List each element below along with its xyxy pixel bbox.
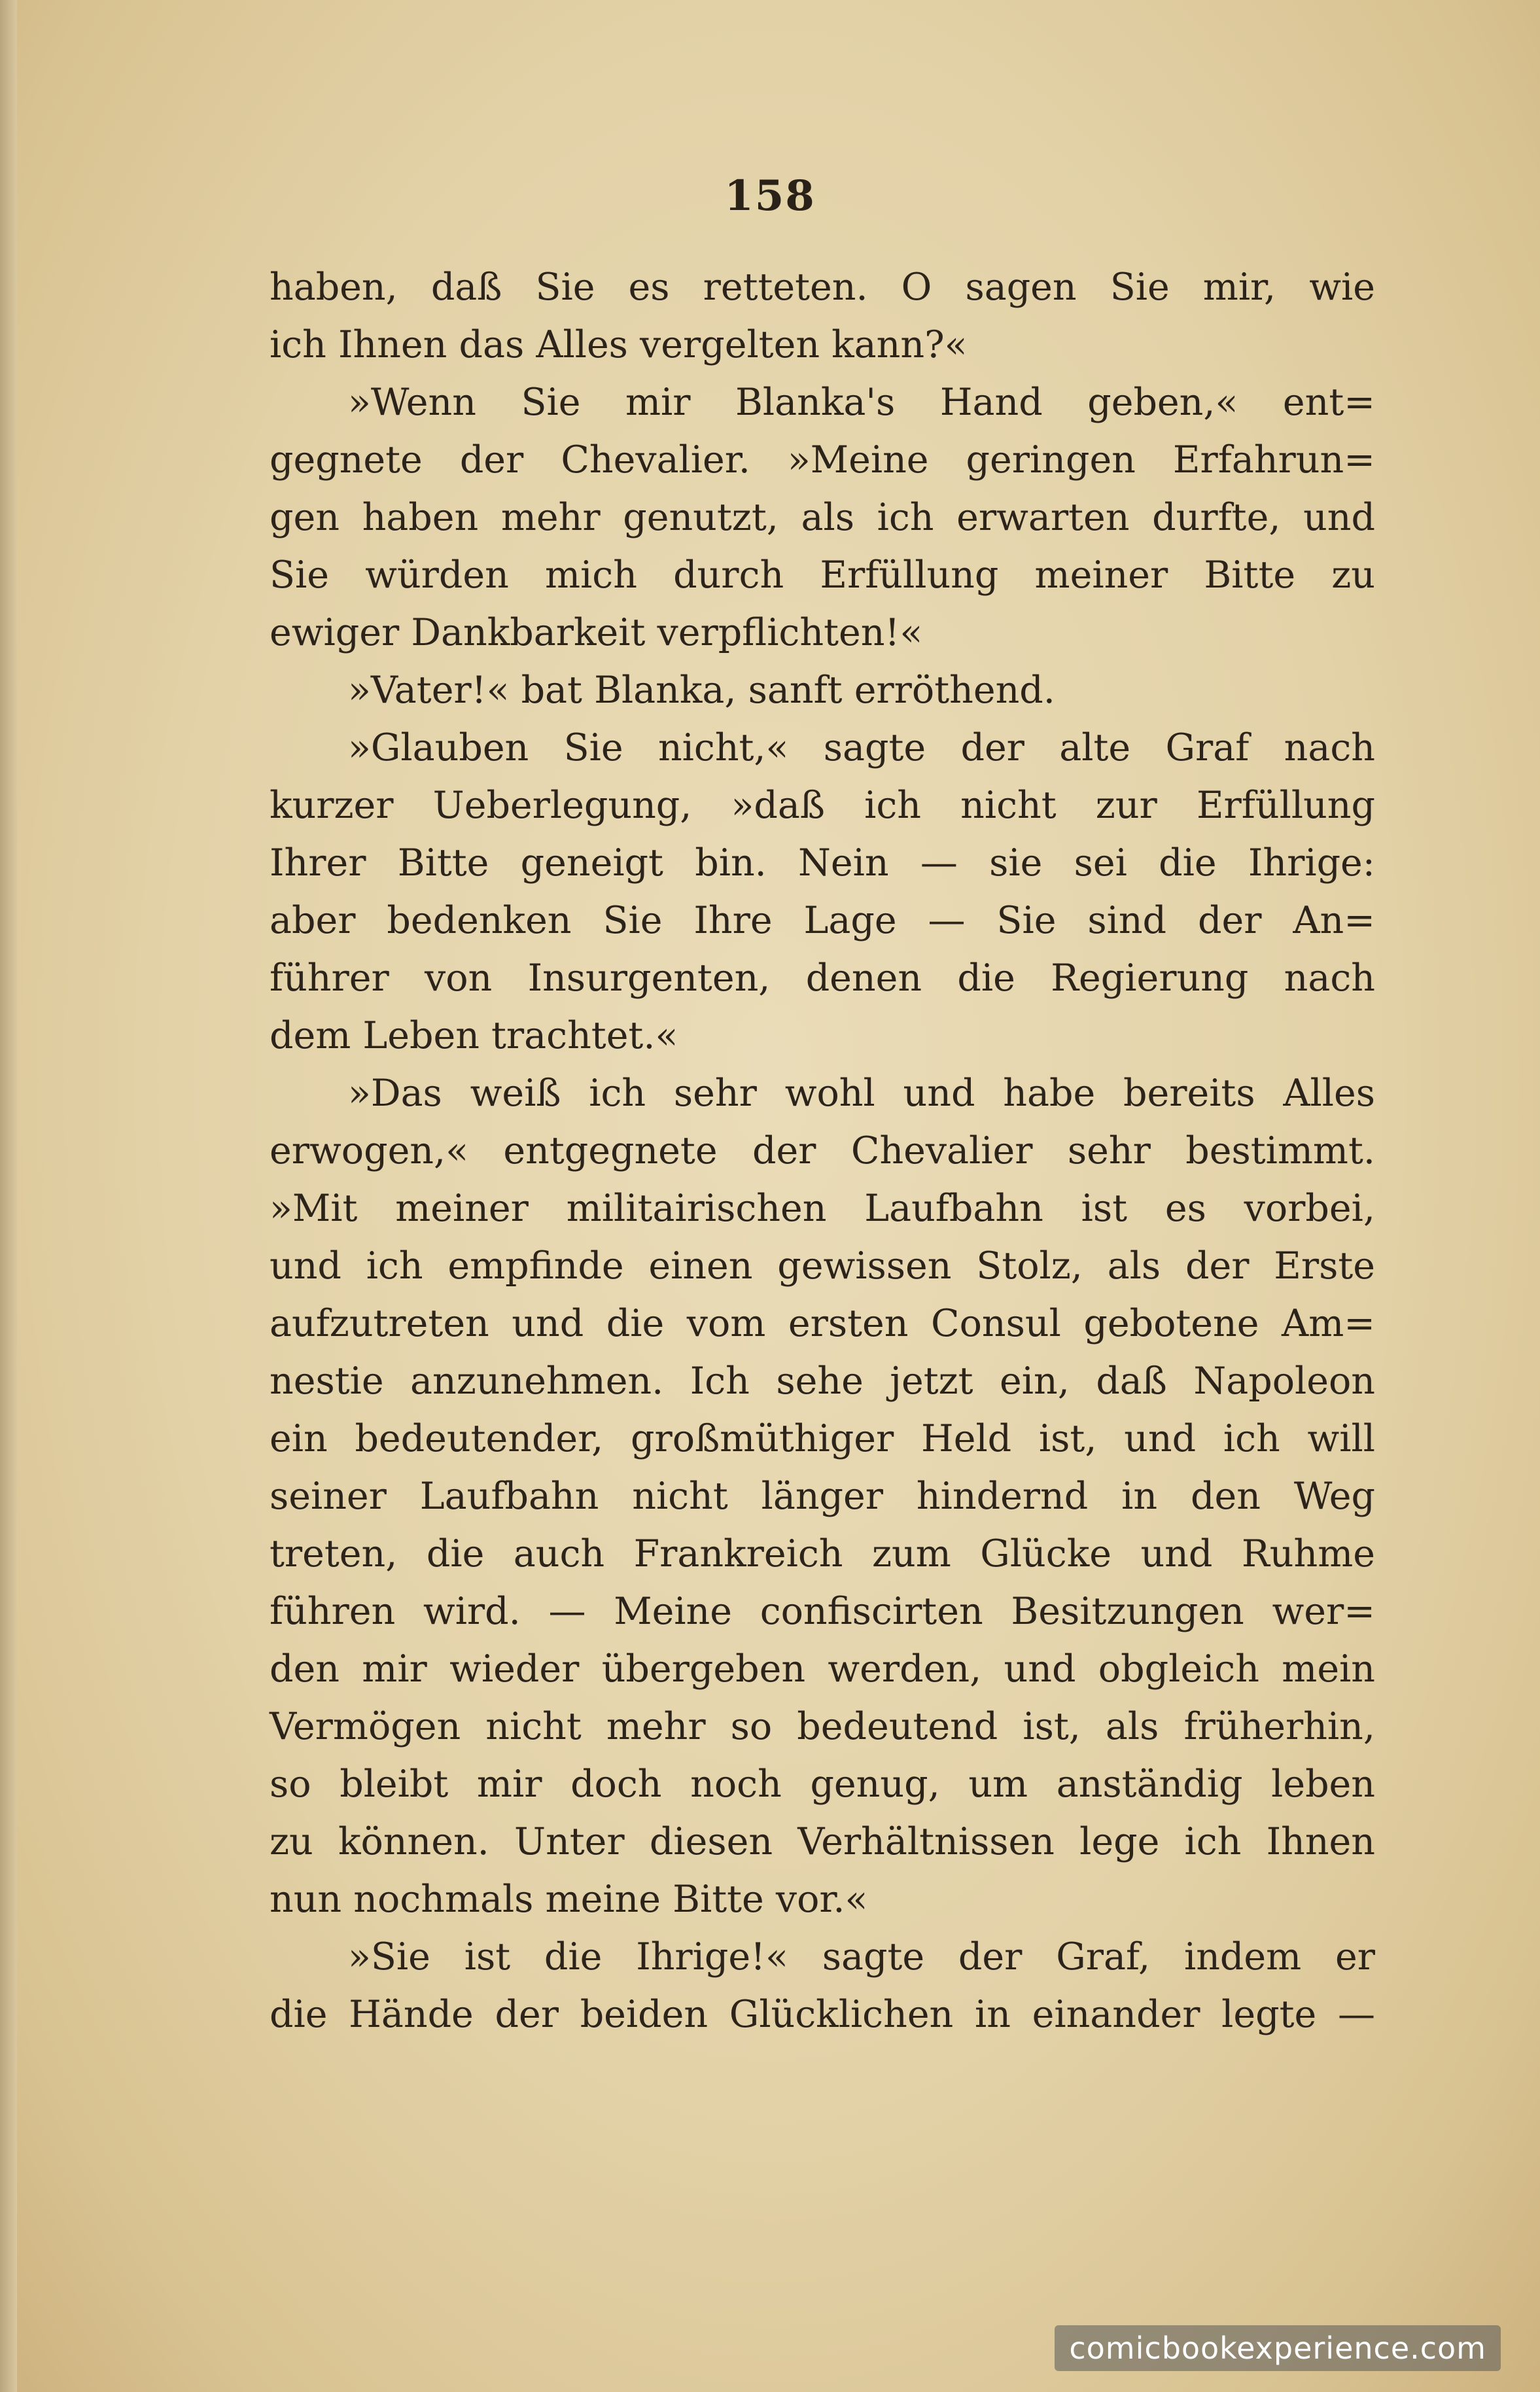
text-line: »Mit meiner militairischen Laufbahn ist es vorbei, [270, 1187, 1375, 1230]
text-line: die Hände der beiden Glücklichen in einander legte — [270, 1993, 1375, 2036]
text-line: aufzutreten und die vom ersten Consul gebotene Am= [270, 1302, 1375, 1345]
text-line: so bleibt mir doch noch genug, um anständig leben [270, 1763, 1375, 1806]
text-line: und ich empfinde einen gewissen Stolz, als der Erste [270, 1244, 1375, 1288]
text-line: führen wird. — Meine confiscirten Besitzungen wer= [270, 1590, 1375, 1633]
page-edge [0, 0, 17, 2392]
text-line: seiner Laufbahn nicht länger hindernd in den Weg [270, 1475, 1375, 1518]
text-line: treten, die auch Frankreich zum Glücke und Ruhme [270, 1532, 1375, 1575]
text-line: nun nochmals meine Bitte vor.« [270, 1878, 868, 1921]
text-line: »Wenn Sie mir Blanka's Hand geben,« ent= [348, 381, 1375, 424]
text-line: Ihrer Bitte geneigt bin. Nein — sie sei die Ihrige: [270, 841, 1375, 885]
text-line: gegnete der Chevalier. »Meine geringen Erfahrun= [270, 438, 1375, 482]
watermark: comicbookexperience.com [1055, 2325, 1501, 2371]
text-line: haben, daß Sie es retteten. O sagen Sie mir, wie [270, 266, 1375, 309]
text-line: kurzer Ueberlegung, »daß ich nicht zur Erfüllung [270, 784, 1375, 827]
text-line: Sie würden mich durch Erfüllung meiner Bitte zu [270, 554, 1375, 597]
text-line: »Das weiß ich sehr wohl und habe bereits Alles [348, 1072, 1375, 1115]
page-number: 158 [724, 171, 816, 220]
text-line: aber bedenken Sie Ihre Lage — Sie sind der An= [270, 899, 1375, 942]
body-text [270, 258, 1375, 2043]
text-line: »Vater!« bat Blanka, sanft erröthend. [348, 669, 1055, 712]
text-line: ich Ihnen das Alles vergelten kann?« [270, 323, 968, 366]
text-line: gen haben mehr genutzt, als ich erwarten durfte, und [270, 496, 1375, 539]
text-line: dem Leben trachtet.« [270, 1014, 678, 1057]
text-line: erwogen,« entgegnete der Chevalier sehr bestimmt. [270, 1129, 1375, 1172]
text-line: nestie anzunehmen. Ich sehe jetzt ein, daß Napoleon [270, 1360, 1375, 1403]
text-line: führer von Insurgenten, denen die Regierung nach [270, 957, 1375, 1000]
text-line: zu können. Unter diesen Verhältnissen lege ich Ihnen [270, 1820, 1375, 1863]
text-line: »Glauben Sie nicht,« sagte der alte Graf nach [348, 726, 1375, 769]
text-line: ewiger Dankbarkeit verpflichten!« [270, 611, 923, 654]
text-line: den mir wieder übergeben werden, und obgleich mein [270, 1647, 1375, 1691]
text-line: ein bedeutender, großmüthiger Held ist, und ich will [270, 1417, 1375, 1460]
text-line: Vermögen nicht mehr so bedeutend ist, als früherhin, [270, 1705, 1375, 1748]
text-line: »Sie ist die Ihrige!« sagte der Graf, indem er [348, 1935, 1375, 1979]
